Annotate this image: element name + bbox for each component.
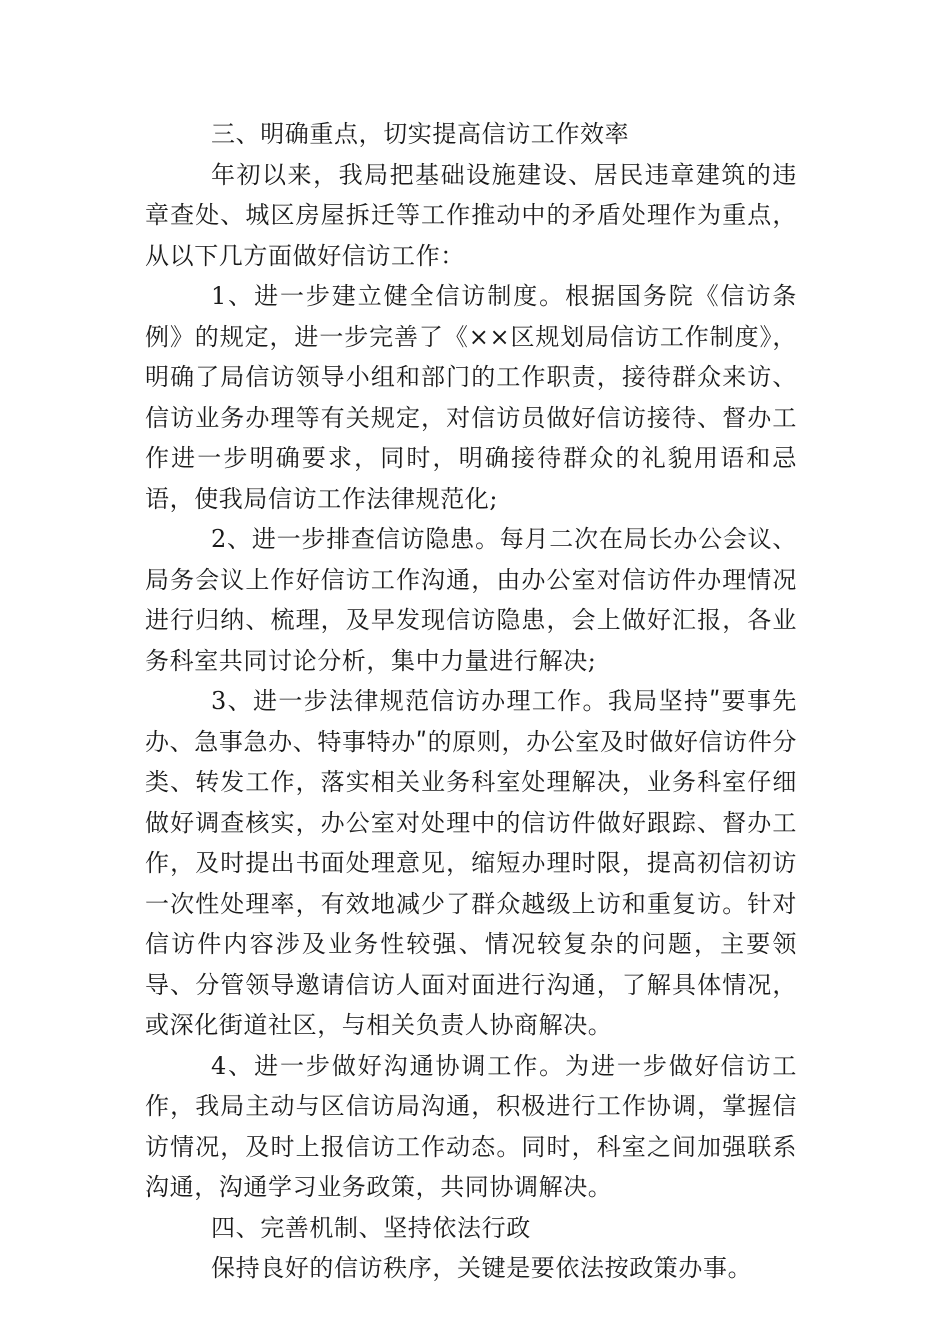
document-body (145, 114, 797, 1289)
section-heading-4: 四、完善机制、坚持依法行政 (211, 1213, 531, 1242)
paragraph-item-1: 1、进一步建立健全信访制度。根据国务院《信访条例》的规定，进一步完善了《××区规划局信访工作制度》，明确了局信访领导小组和部门的工作职责，接待群众来访、信访业务办理等有关规定，对信访员做好信访接待、督办工作进一步明确要求，同时，明确接待群众的礼貌用语和忌语，使我局信访工作法律规范化; (145, 282, 797, 513)
paragraph-item-4: 4、进一步做好沟通协调工作。为进一步做好信访工作，我局主动与区信访局沟通，积极进行工作协调，掌握信访情况，及时上报信访工作动态。同时，科室之间加强联系沟通，沟通学习业务政策，共同协调解决。 (145, 1051, 797, 1201)
section-heading-3: 三、明确重点，切实提高信访工作效率 (211, 120, 630, 148)
paragraph-item-3: 3、进一步法律规范信访办理工作。我局坚持ʺ要事先办、急事急办、特事特办ʺ的原则，办公室及时做好信访件分类、转发工作，落实相关业务科室处理解决，业务科室仔细做好调查核实，办公室对处理中的信访件做好跟踪、督办工作，及时提出书面处理意见，缩短办理时限，提高初信初访一次性处理率，有效地减少了群众越级上访和重复访。针对信访件内容涉及业务性较强、情况较复杂的问题，主要领导、分管领导邀请信访人面对面进行沟通，了解具体情况，或深化街道社区，与相关负责人协商解决。 (145, 687, 797, 1039)
paragraph-closing: 保持良好的信访秩序，关键是要依法按政策办事。 (211, 1254, 753, 1282)
paragraph-item-2: 2、进一步排查信访隐患。每月二次在局长办公会议、局务会议上作好信访工作沟通，由办公室对信访件办理情况进行归纳、梳理，及早发现信访隐患，会上做好汇报，各业务科室共同讨论分析，集中力量进行解决; (145, 525, 797, 675)
paragraph-intro: 年初以来，我局把基础设施建设、居民违章建筑的违章查处、城区房屋拆迁等工作推动中的矛盾处理作为重点，从以下几方面做好信访工作： (145, 160, 797, 270)
